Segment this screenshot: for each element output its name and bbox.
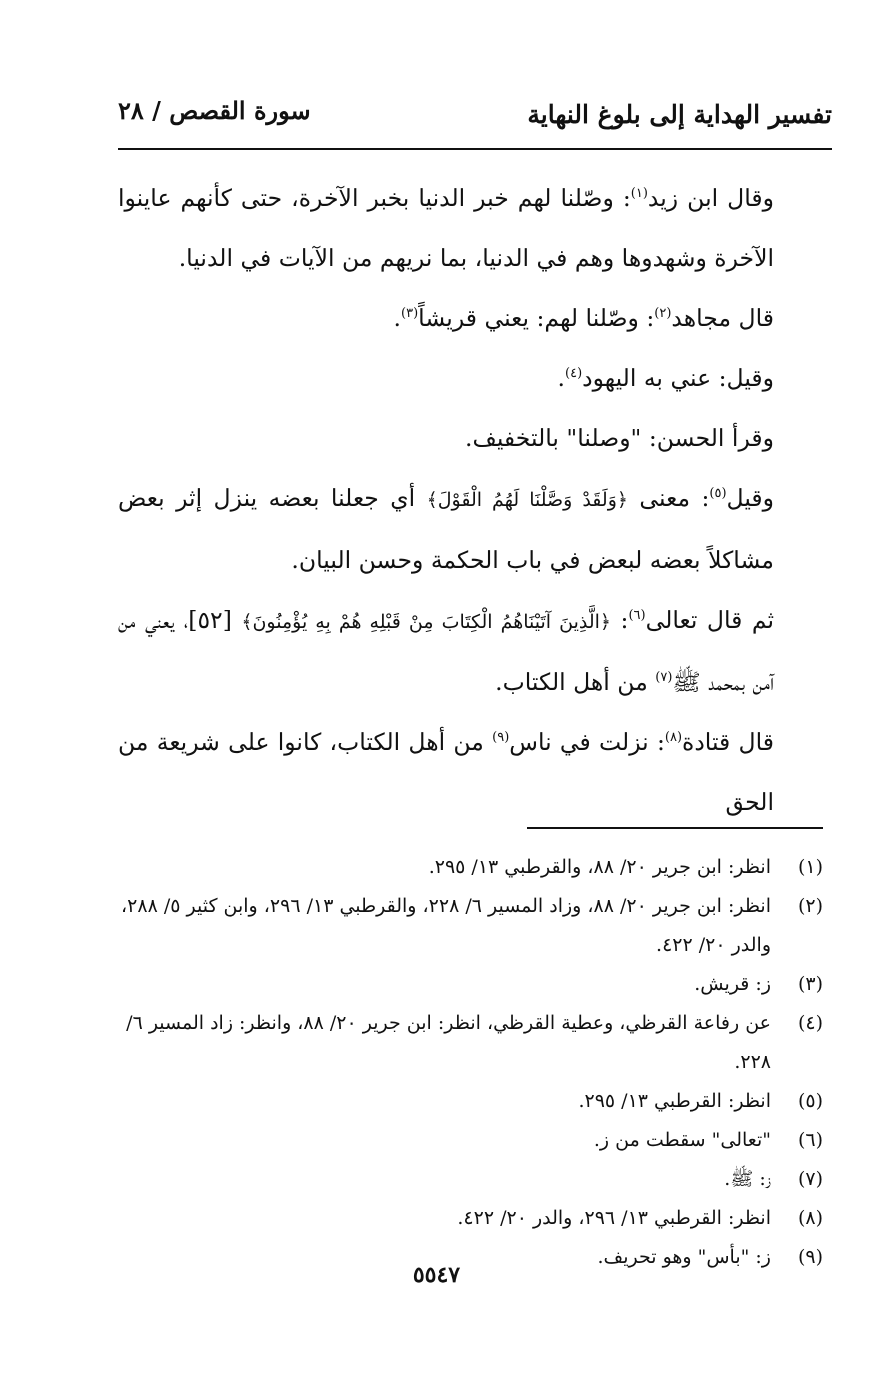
footnote-number: (٦) <box>797 1129 823 1151</box>
footnote-text: انظر: القرطبي ١٣/ ٢٩٥. <box>578 1090 771 1112</box>
surah-page-label: سورة القصص / ٢٨ <box>118 96 311 125</box>
footnote-ref: (٨) <box>664 730 683 746</box>
footnote-item <box>117 1160 823 1199</box>
text-run: وقال ابن زيد <box>647 184 774 212</box>
footnote-number: (٨) <box>797 1207 823 1229</box>
footnote-number: (٢) <box>797 895 823 917</box>
text-run: ثم قال تعالى <box>645 606 775 634</box>
main-text <box>118 168 832 832</box>
footnote-number: (٧) <box>797 1168 823 1190</box>
footnote-ref: (٥) <box>709 486 727 502</box>
text-run: قال قتادة <box>682 728 775 756</box>
paragraph-meaning <box>118 468 832 590</box>
quran-verse: ﴿الَّذِينَ آتَيْنَاهُمُ الْكِتَابَ مِنْ قَبْلِهِ هُمْ بِهِ يُؤْمِنُونَ﴾ <box>241 611 612 633</box>
footnote-item <box>117 887 823 965</box>
book-title: تفسير الهداية إلى بلوغ النهاية <box>527 100 832 129</box>
header-rule <box>118 148 832 150</box>
footnote-item <box>117 1082 823 1121</box>
quran-verse: ﴿وَلَقَدْ وَصَّلْنَا لَهُمُ الْقَوْلَ﴾ <box>426 489 628 511</box>
footnote-number: (٤) <box>797 1012 823 1034</box>
footnote-ref: (٣) <box>401 306 419 322</box>
text-run: : معنى <box>628 484 710 512</box>
footnote-ref: (٧) <box>655 670 673 686</box>
page-number: ٥٥٤٧ <box>412 1262 461 1288</box>
running-header <box>118 96 832 142</box>
text-run: قال مجاهد <box>671 304 774 332</box>
text-run: [٥٢]، يعني من آمن بمحمد ﷺ <box>118 606 774 696</box>
paragraph-qatada <box>118 712 832 832</box>
paragraph-mujahid <box>118 288 832 348</box>
paragraph-verse-52 <box>118 590 832 712</box>
footnote-text: انظر: ابن جرير ٢٠/ ٨٨، والقرطبي ١٣/ ٢٩٥. <box>428 856 771 878</box>
text-run: . <box>393 304 402 332</box>
footnote-text: ز: "بأس" وهو تحريف. <box>597 1246 771 1268</box>
footnote-ref: (٦) <box>628 608 646 624</box>
footnote-text: انظر: ابن جرير ٢٠/ ٨٨، وزاد المسير ٦/ ٢٢٨، والقرطبي ١٣/ ٢٩٦، وابن كثير ٥/ ٢٨٨، والدر ٢٠/ ٤٢٢. <box>121 895 771 956</box>
footnote-ref: (٩) <box>492 730 510 746</box>
text-run: : نزلت في ناس <box>509 728 665 756</box>
footnote-text: ز: قريش. <box>694 973 771 995</box>
text-run: وقيل: عني به اليهود <box>582 364 774 392</box>
footnote-number: (٩) <box>797 1246 823 1268</box>
footnote-number: (١) <box>797 856 823 878</box>
text-run: أي جعلنا بعضه ينزل إثر بعض مشاكلاً بعضه لبعض في باب الحكمة وحسن البيان. <box>118 484 774 574</box>
footnote-item <box>117 1004 823 1082</box>
footnote-item <box>117 1199 823 1238</box>
text-run: : وصّلنا لهم: يعني قريشاً <box>418 304 655 332</box>
paragraph-hasan <box>118 408 832 468</box>
footnote-text: انظر: القرطبي ١٣/ ٢٩٦، والدر ٢٠/ ٤٢٢. <box>457 1207 771 1229</box>
footnote-number: (٣) <box>797 973 823 995</box>
text-run: : <box>611 606 629 634</box>
footnote-item <box>117 1121 823 1160</box>
text-run: وقرأ الحسن: "وصلنا" بالتخفيف. <box>465 424 774 452</box>
text-run: من أهل الكتاب، كانوا على شريعة من الحق <box>118 728 774 816</box>
footnote-ref: (١) <box>630 186 648 202</box>
footnote-ref: (٢) <box>654 306 672 322</box>
footnote-ref: (٤) <box>565 366 583 382</box>
footnote-item <box>117 848 823 887</box>
footnote-text: ز: ﷺ. <box>724 1168 771 1190</box>
footnote-text: "تعالى" سقطت من ز. <box>593 1129 771 1151</box>
text-run: وقيل <box>726 484 774 512</box>
footnotes <box>117 848 823 1277</box>
footnote-number: (٥) <box>797 1090 823 1112</box>
paragraph-yahud <box>118 348 832 408</box>
footnote-item <box>117 965 823 1004</box>
text-run: . <box>557 364 565 392</box>
footnote-rule <box>527 827 823 829</box>
footnote-text: عن رفاعة القرظي، وعطية القرظي، انظر: ابن جرير ٢٠/ ٨٨، وانظر: زاد المسير ٦/ ٢٢٨. <box>126 1012 771 1073</box>
text-run: من أهل الكتاب. <box>495 668 656 696</box>
paragraph-ibn-zayd <box>118 168 832 288</box>
text-run: : وصّلنا لهم خبر الدنيا بخبر الآخرة، حتى كأنهم عاينوا الآخرة وشهدوها وهم في الدنيا، بما نريهم من الآيات في الدنيا. <box>118 184 774 272</box>
